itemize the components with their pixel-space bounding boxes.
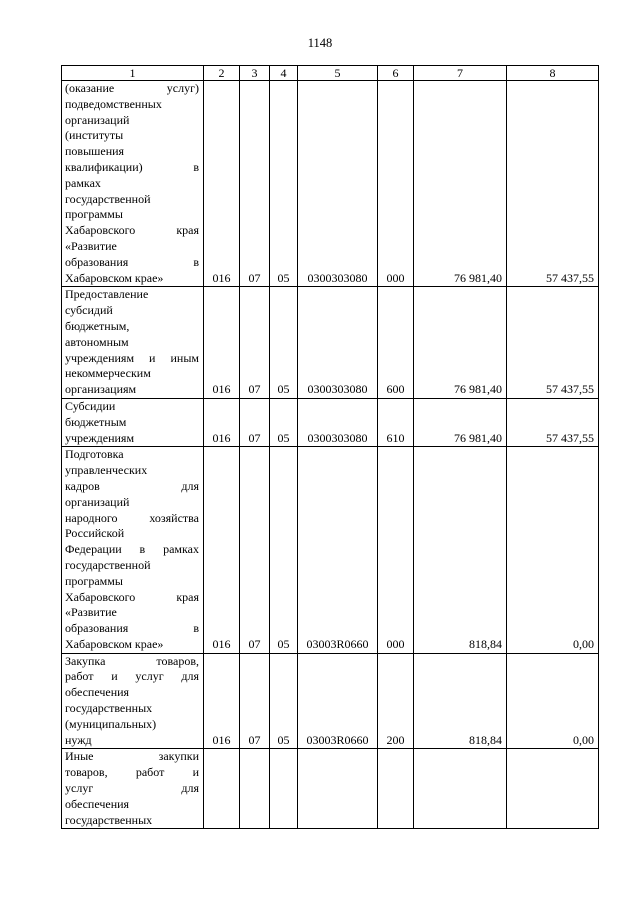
section-code-cell: 07 [240,447,270,653]
ministry-code-cell: 016 [204,287,240,399]
subsection-code-cell [270,749,298,829]
amount-cell: 76 981,40 [414,81,507,287]
description-line: бюджетным, [65,318,130,333]
description-line: (институты [65,128,124,143]
expense-type-cell: 610 [378,398,414,446]
description-line: Подготовка [65,447,124,462]
amount-cell: 0,00 [507,653,599,749]
header-cell-4: 4 [270,66,298,81]
row-description [62,749,204,829]
description-line: услуг для [65,781,199,796]
amount-cell: 57 437,55 [507,81,599,287]
table-row [62,398,599,446]
ministry-code-cell: 016 [204,447,240,653]
expense-type-cell: 000 [378,447,414,653]
table-row [62,447,599,653]
amount-cell: 818,84 [414,447,507,653]
section-code-cell: 07 [240,653,270,749]
amount-cell: 818,84 [414,653,507,749]
row-description [62,81,204,287]
description-line: государственной [65,191,151,206]
description-line: Федерации в рамках [65,542,199,557]
description-line: Хабаровском крае» [65,270,164,285]
target-article-cell: 03003R0660 [298,653,378,749]
description-line: образования в [65,621,199,636]
description-line: товаров, работ и [65,765,199,780]
header-cell-1: 1 [62,66,204,81]
description-line: управленческих [65,463,148,478]
description-line: Хабаровского края [65,589,199,604]
description-line: учреждениям [65,430,135,445]
description-line: Российской [65,526,125,541]
section-code-cell [240,749,270,829]
description-line: государственных [65,701,153,716]
amount-cell: 76 981,40 [414,398,507,446]
header-cell-5: 5 [298,66,378,81]
ministry-code-cell: 016 [204,653,240,749]
description-line: Предоставление [65,287,149,302]
target-article-cell: 0300303080 [298,287,378,399]
description-line: государственной [65,557,151,572]
row-description [62,287,204,399]
header-cell-8: 8 [507,66,599,81]
subsection-code-cell: 05 [270,447,298,653]
description-line: повышения [65,144,125,159]
description-line: государственных [65,812,153,827]
description-line: организациям [65,382,137,397]
description-line: автономным [65,334,129,349]
description-line: Хабаровском крае» [65,636,164,651]
subsection-code-cell: 05 [270,653,298,749]
header-cell-3: 3 [240,66,270,81]
expense-type-cell [378,749,414,829]
amount-cell: 76 981,40 [414,287,507,399]
table-row [62,81,599,287]
description-line: «Развитие [65,238,117,253]
row-description [62,653,204,749]
target-article-cell: 0300303080 [298,81,378,287]
target-article-cell: 0300303080 [298,398,378,446]
header-cell-6: 6 [378,66,414,81]
description-line: субсидий [65,303,113,318]
description-line: обеспечения [65,685,130,700]
row-description [62,447,204,653]
table-row [62,287,599,399]
description-line: подведомственных [65,96,162,111]
expense-type-cell: 000 [378,81,414,287]
ministry-code-cell [204,749,240,829]
subsection-code-cell: 05 [270,287,298,399]
description-line: кадров для [65,478,199,493]
page-number: 1148 [307,36,333,50]
table-header-row [62,66,599,81]
section-code-cell: 07 [240,81,270,287]
description-line: работ и услуг для [65,669,199,684]
subsection-code-cell: 05 [270,81,298,287]
table-row [62,749,599,829]
amount-cell [414,749,507,829]
table-row [62,653,599,749]
description-line: нужд [65,732,92,747]
expense-type-cell: 200 [378,653,414,749]
ministry-code-cell: 016 [204,398,240,446]
description-line: квалификации) в [65,159,199,174]
expense-type-cell: 600 [378,287,414,399]
description-line: учреждениям и иным [65,350,199,365]
description-line: Субсидии [65,398,116,413]
description-line: рамках [65,175,101,190]
description-line: программы [65,207,123,222]
header-cell-7: 7 [414,66,507,81]
description-line: Иные закупки [65,749,199,764]
description-line: бюджетным [65,414,127,429]
header-cell-2: 2 [204,66,240,81]
amount-cell [507,749,599,829]
ministry-code-cell: 016 [204,81,240,287]
description-line: некоммерческим [65,366,151,381]
description-line: «Развитие [65,605,117,620]
description-line: организаций [65,112,130,127]
target-article-cell [298,749,378,829]
description-line: организаций [65,494,130,509]
description-line: Хабаровского края [65,223,199,238]
amount-cell: 0,00 [507,447,599,653]
amount-cell: 57 437,55 [507,398,599,446]
amount-cell: 57 437,55 [507,287,599,399]
section-code-cell: 07 [240,398,270,446]
description-line: (муниципальных) [65,716,157,731]
subsection-code-cell: 05 [270,398,298,446]
description-line: (оказание услуг) [65,81,199,95]
budget-table [61,65,599,829]
section-code-cell: 07 [240,287,270,399]
description-line: образования в [65,254,199,269]
description-line: программы [65,573,123,588]
description-line: Закупка товаров, [65,653,199,668]
target-article-cell: 03003R0660 [298,447,378,653]
description-line: обеспечения [65,796,130,811]
row-description [62,398,204,446]
description-line: народного хозяйства [65,510,199,525]
